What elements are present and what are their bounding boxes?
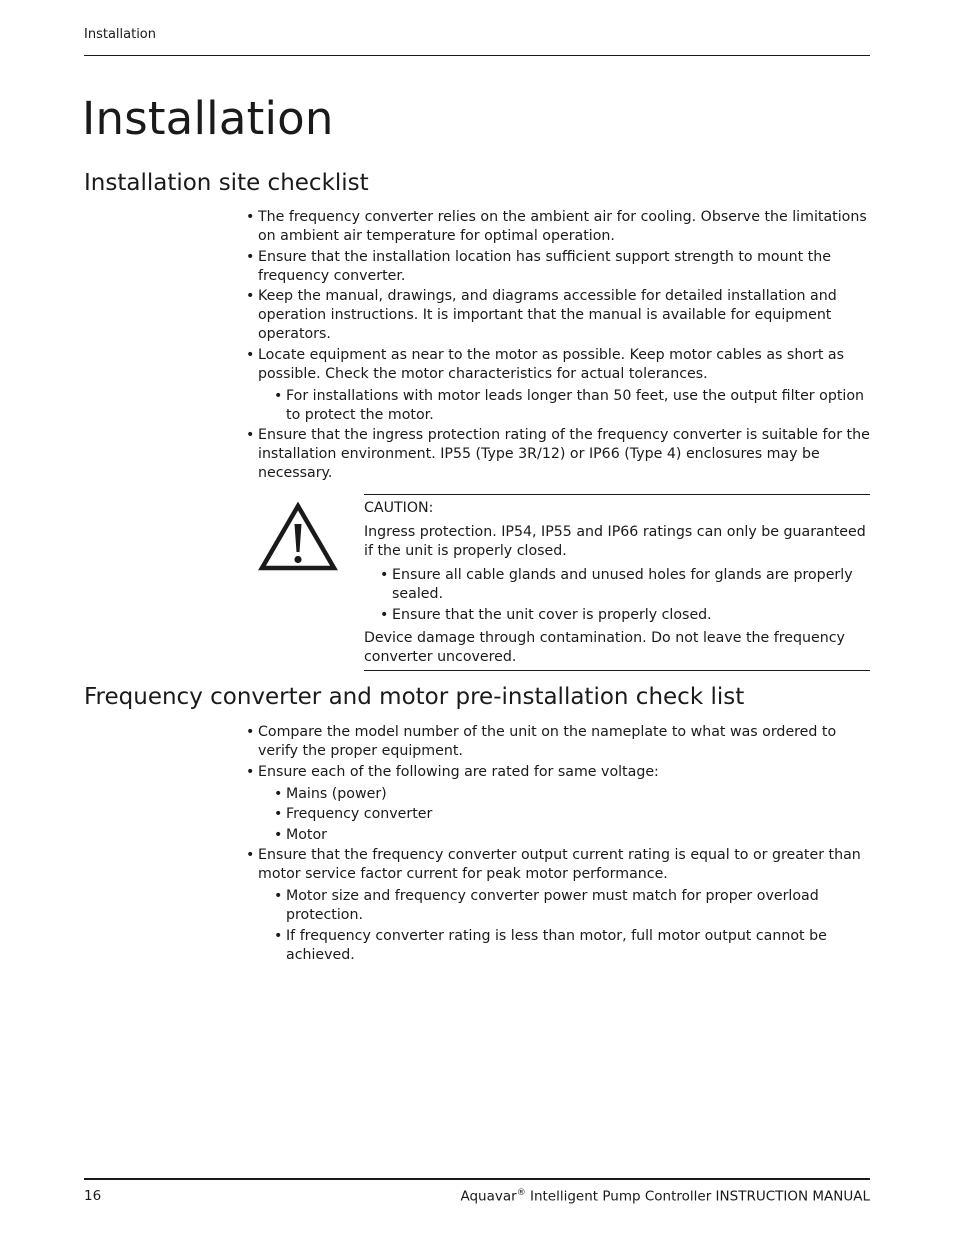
list-item: • The frequency converter relies on the ambient air for cooling. Observe the limitations on ambient air temperature for optimal operation. — [244, 208, 870, 246]
list-item: • Motor size and frequency converter power must match for proper overload protection. — [272, 887, 870, 925]
sub-list — [272, 887, 870, 965]
list-item: • Ensure each of the following are rated for same voltage: • Mains (power) • Frequency converter • Motor — [244, 763, 870, 845]
section-heading-pre-installation: Frequency converter and motor pre-installation check list — [84, 684, 745, 710]
sub-list — [272, 387, 870, 425]
sub-list — [272, 785, 870, 845]
list-item: • Compare the model number of the unit on the nameplate to what was ordered to verify the proper equipment. — [244, 723, 870, 761]
list-item: • Locate equipment as near to the motor as possible. Keep motor cables as short as possible. Check the motor characteristics for actual tolerances. • For installations with motor leads longer than 50 feet, use the output filter option to protect the motor. — [244, 346, 870, 425]
pre-installation-checklist — [244, 723, 870, 966]
footer-manual-title: Aquavar® Intelligent Pump Controller INSTRUCTION MANUAL — [460, 1188, 870, 1205]
list-item: • If frequency converter rating is less than motor, full motor output cannot be achieved. — [272, 927, 870, 965]
page-number: 16 — [84, 1188, 102, 1204]
caution-title: CAUTION: — [364, 500, 434, 516]
section-heading-site-checklist: Installation site checklist — [84, 170, 369, 196]
caution-notice — [364, 494, 870, 671]
list-item: • Ensure that the frequency converter output current rating is equal to or greater than motor service factor current for peak motor performance. • Motor size and frequency converter power must match for proper overload protection. • If frequency converter rating is less than motor, full motor output cannot be achieved. — [244, 846, 870, 965]
list-item: • Frequency converter — [272, 805, 870, 824]
site-checklist — [244, 208, 870, 485]
warning-triangle-icon — [258, 502, 338, 572]
footer-divider — [84, 1178, 870, 1180]
list-item: • Ensure that the installation location has sufficient support strength to mount the frequency converter. — [244, 248, 870, 286]
list-item: • Ensure that the ingress protection rating of the frequency converter is suitable for the installation environment. IP55 (Type 3R/12) or IP66 (Type 4) enclosures may be necessary. — [244, 426, 870, 483]
list-item: • Ensure that the unit cover is properly closed. — [378, 606, 870, 625]
page-title: Installation — [82, 92, 334, 145]
running-header: Installation — [84, 27, 157, 42]
caution-list — [378, 566, 870, 625]
list-item: • Motor — [272, 826, 870, 845]
list-item: • Mains (power) — [272, 785, 870, 804]
caution-outro: Device damage through contamination. Do not leave the frequency converter uncovered. — [364, 629, 845, 665]
header-divider — [84, 55, 870, 56]
list-item: • For installations with motor leads longer than 50 feet, use the output filter option to protect the motor. — [272, 387, 870, 425]
list-item: • Ensure all cable glands and unused holes for glands are properly sealed. — [378, 566, 870, 604]
caution-intro: Ingress protection. IP54, IP55 and IP66 ratings can only be guaranteed if the unit is properly closed. — [364, 524, 866, 559]
list-item: • Keep the manual, drawings, and diagrams accessible for detailed installation and operation instructions. It is important that the manual is available for equipment operators. — [244, 287, 870, 344]
